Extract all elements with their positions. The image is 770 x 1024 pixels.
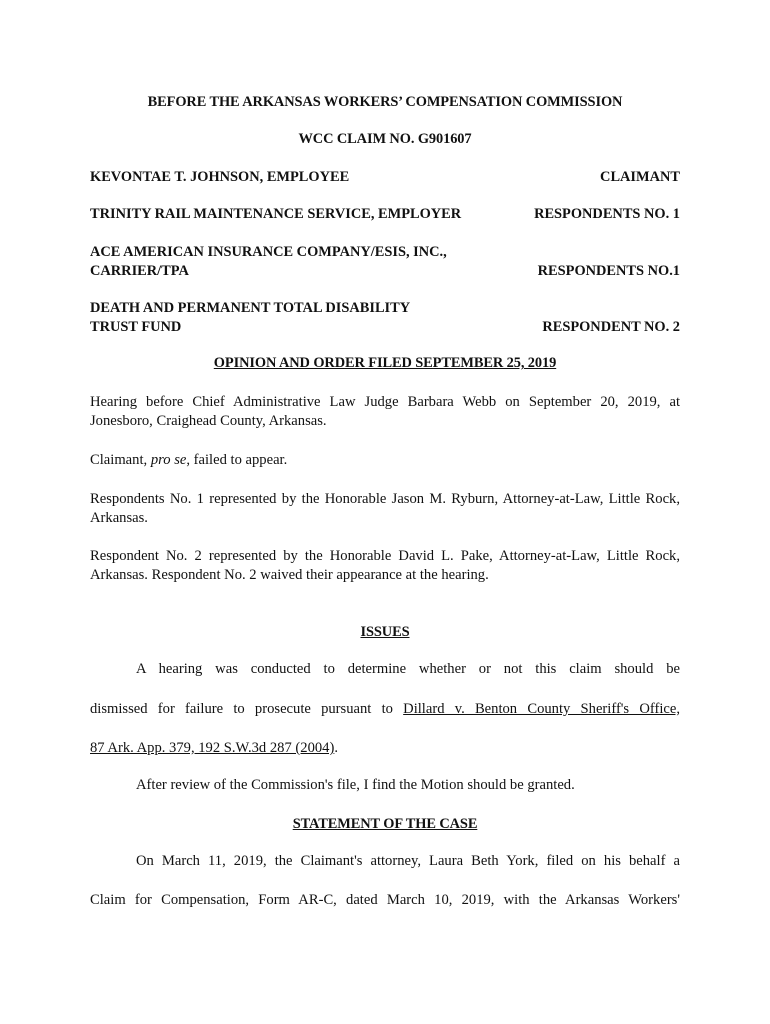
claimant-paragraph — [90, 451, 680, 470]
issues-line-3-period: . — [334, 740, 338, 756]
party-name: DEATH AND PERMANENT TOTAL DISABILITY TRUST FUND — [90, 300, 410, 335]
opinion-title: OPINION AND ORDER FILED SEPTEMBER 25, 2019 — [213, 355, 557, 371]
respondent2-paragraph: Respondent No. 2 represented by the Honorable David L. Pake, Attorney-at-Law, Little Rock, Arkansas. Respondent No. 2 waived their appearance at the hearing. — [90, 548, 680, 583]
respondents1-paragraph: Respondents No. 1 represented by the Honorable Jason M. Ryburn, Attorney-at-Law, Little Rock, Arkansas. — [90, 491, 680, 526]
finding-line: After review of the Commission's file, I find the Motion should be granted. — [136, 777, 575, 793]
statement-line-2: Claim for Compensation, Form AR-C, dated March 10, 2019, with the Arkansas Workers' — [90, 892, 680, 908]
issues-line-2 — [90, 701, 680, 718]
claimant-text-after: , failed to appear. — [186, 452, 288, 468]
party-name: ACE AMERICAN INSURANCE COMPANY/ESIS, INC., CARRIER/TPA — [90, 244, 447, 279]
case-citation-reporter: 87 Ark. App. 379, 192 S.W.3d 287 (2004) — [90, 740, 335, 756]
hearing-paragraph: Hearing before Chief Administrative Law Judge Barbara Webb on September 20, 2019, at Jonesboro, Craighead County, Arkansas. — [90, 394, 680, 429]
party-role: CLAIMANT — [600, 169, 680, 185]
commission-heading: BEFORE THE ARKANSAS WORKERS’ COMPENSATION COMMISSION — [147, 94, 623, 110]
issues-line-1: A hearing was conducted to determine whether or not this claim should be — [136, 661, 680, 677]
statement-heading: STATEMENT OF THE CASE — [292, 816, 478, 832]
issues-line-3 — [90, 740, 680, 757]
party-name: TRINITY RAIL MAINTENANCE SERVICE, EMPLOYER — [90, 206, 462, 222]
case-citation-name: Dillard v. Benton County Sheriff's Office, — [403, 701, 680, 717]
claimant-text-before: Claimant, — [90, 452, 151, 468]
issues-heading: ISSUES — [360, 624, 410, 640]
party-role: RESPONDENTS NO.1 — [537, 263, 680, 279]
claimant-pro-se: pro se — [150, 452, 187, 468]
statement-line-1: On March 11, 2019, the Claimant's attorney, Laura Beth York, filed on his behalf a — [136, 853, 680, 869]
issues-line-2-text: dismissed for failure to prosecute pursuant to — [90, 701, 404, 717]
party-name: KEVONTAE T. JOHNSON, EMPLOYEE — [90, 169, 350, 185]
party-role: RESPONDENTS NO. 1 — [534, 206, 680, 222]
claim-number: WCC CLAIM NO. G901607 — [298, 131, 472, 147]
party-role: RESPONDENT NO. 2 — [542, 319, 680, 335]
